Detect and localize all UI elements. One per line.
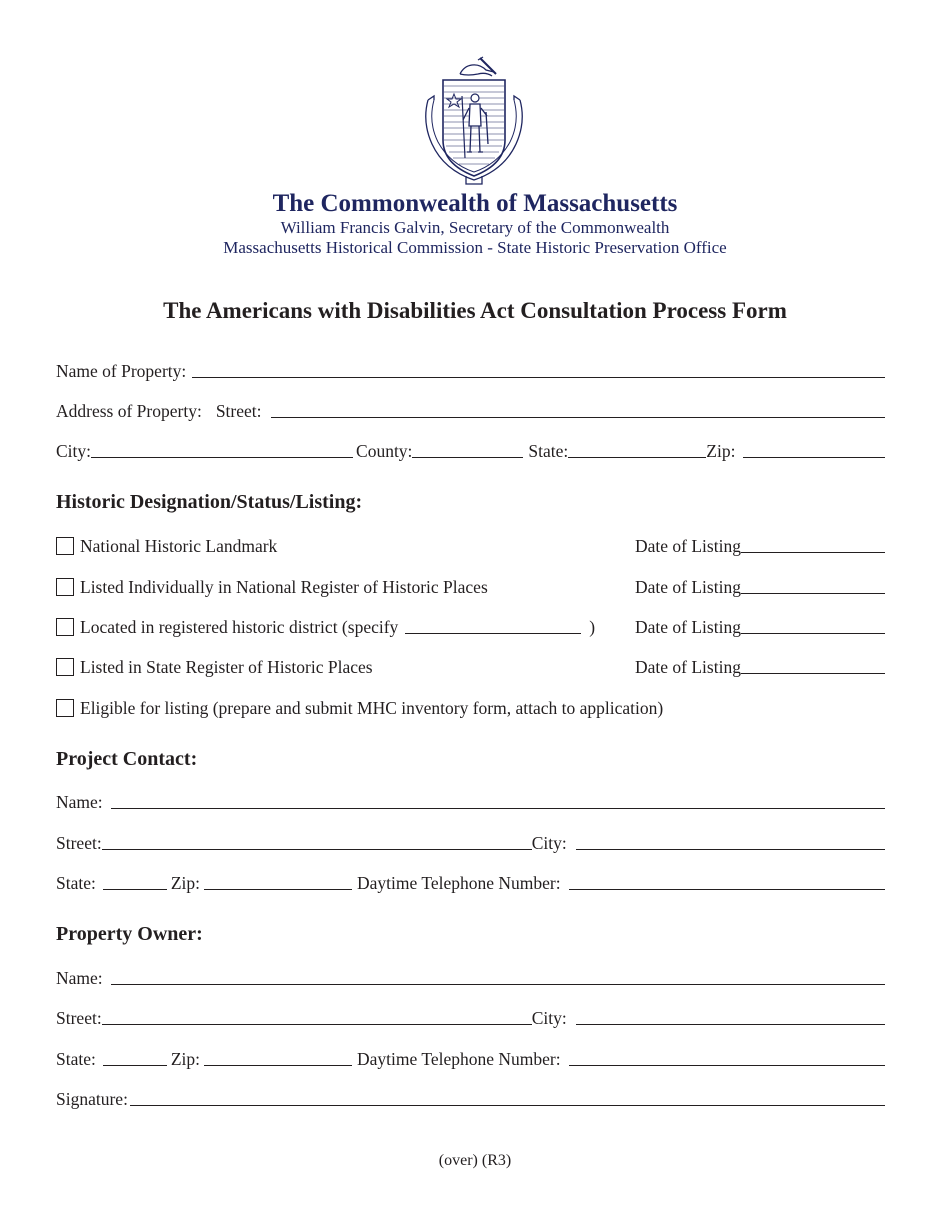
contact-name-field[interactable] (111, 808, 885, 809)
state-label: State: (528, 441, 569, 461)
date-of-listing-group (635, 573, 885, 597)
historic-option-row (56, 653, 885, 677)
historic-designation-heading: Historic Designation/Status/Listing: (56, 491, 363, 513)
secretary-line: William Francis Galvin, Secretary of the Commonwealth (280, 218, 670, 237)
date-of-listing-field[interactable] (741, 552, 885, 553)
county-label: County: (356, 441, 413, 461)
signature-label: Signature: (56, 1089, 128, 1109)
name-of-property-field[interactable] (192, 377, 885, 378)
historic-option-label: National Historic Landmark (80, 536, 278, 556)
property-location-row (56, 437, 885, 461)
phone-label: Daytime Telephone Number: (357, 1049, 561, 1069)
address-of-property-label: Address of Property: (56, 401, 202, 421)
zip-label: Zip: (170, 873, 201, 893)
city-label: City: (56, 441, 92, 461)
contact-state-row (56, 869, 885, 893)
historic-option-label: Located in registered historic district (specify (80, 617, 399, 637)
zip-label: Zip: (706, 441, 736, 461)
national-register-checkbox[interactable] (56, 578, 74, 596)
state-register-checkbox[interactable] (56, 658, 74, 676)
zip-label: Zip: (170, 1049, 201, 1069)
property-county-field[interactable] (412, 457, 523, 458)
office-line: Massachusetts Historical Commission - State Historic Preservation Office (223, 238, 727, 257)
state-label: State: (56, 873, 96, 893)
historic-option-row (56, 613, 885, 637)
form-title: The Americans with Disabilities Act Consultation Process Form (163, 298, 787, 323)
project-contact-heading: Project Contact: (56, 748, 198, 770)
district-specify-field[interactable] (405, 633, 581, 634)
name-of-property-label: Name of Property: (56, 361, 187, 381)
name-of-property-row (56, 357, 885, 381)
name-label: Name: (56, 968, 103, 988)
eligible-for-listing-checkbox[interactable] (56, 699, 74, 717)
signature-row (56, 1085, 885, 1109)
massachusetts-seal-icon (420, 52, 528, 186)
date-of-listing-group (635, 613, 885, 637)
address-row (56, 397, 885, 421)
property-zip-field[interactable] (743, 457, 885, 458)
historic-option-label: Listed in State Register of Historic Places (80, 657, 373, 677)
date-of-listing-label: Date of Listing (635, 577, 741, 597)
property-street-field[interactable] (271, 417, 886, 418)
contact-phone-field[interactable] (569, 889, 885, 890)
owner-state-field[interactable] (103, 1065, 167, 1066)
registered-district-checkbox[interactable] (56, 618, 74, 636)
owner-name-row (56, 964, 885, 988)
date-of-listing-field[interactable] (741, 633, 885, 634)
street-label: Street: (56, 1008, 102, 1028)
street-label: Street: (215, 401, 262, 421)
property-state-field[interactable] (568, 457, 706, 458)
org-title: The Commonwealth of Massachusetts (272, 190, 678, 217)
date-of-listing-group (635, 653, 885, 677)
contact-address-row (56, 829, 885, 853)
owner-phone-field[interactable] (569, 1065, 885, 1066)
contact-street-field[interactable] (102, 849, 532, 850)
contact-name-row (56, 788, 885, 812)
contact-zip-field[interactable] (204, 889, 352, 890)
owner-name-field[interactable] (111, 984, 885, 985)
date-of-listing-field[interactable] (741, 673, 885, 674)
date-of-listing-label: Date of Listing (635, 657, 741, 677)
page-footer: (over) (R3) (438, 1152, 512, 1169)
property-city-field[interactable] (91, 457, 353, 458)
city-label: City: (531, 833, 567, 853)
state-label: State: (56, 1049, 96, 1069)
historic-option-row (56, 694, 885, 718)
historic-option-label: Listed Individually in National Register of Historic Places (80, 577, 488, 597)
owner-address-row (56, 1004, 885, 1028)
city-label: City: (531, 1008, 567, 1028)
closing-paren: ) (589, 617, 596, 637)
name-label: Name: (56, 792, 103, 812)
property-owner-heading: Property Owner: (56, 923, 203, 945)
date-of-listing-group (635, 532, 885, 556)
national-historic-landmark-checkbox[interactable] (56, 537, 74, 555)
date-of-listing-label: Date of Listing (635, 617, 741, 637)
signature-field[interactable] (130, 1105, 885, 1106)
phone-label: Daytime Telephone Number: (357, 873, 561, 893)
owner-state-row (56, 1045, 885, 1069)
historic-option-label: Eligible for listing (prepare and submit MHC inventory form, attach to application) (80, 698, 664, 718)
contact-state-field[interactable] (103, 889, 167, 890)
historic-option-row (56, 573, 885, 597)
owner-zip-field[interactable] (204, 1065, 352, 1066)
date-of-listing-label: Date of Listing (635, 536, 741, 556)
historic-option-row (56, 532, 885, 556)
owner-street-field[interactable] (102, 1024, 532, 1025)
date-of-listing-field[interactable] (741, 593, 885, 594)
owner-city-field[interactable] (576, 1024, 885, 1025)
contact-city-field[interactable] (576, 849, 885, 850)
street-label: Street: (56, 833, 102, 853)
